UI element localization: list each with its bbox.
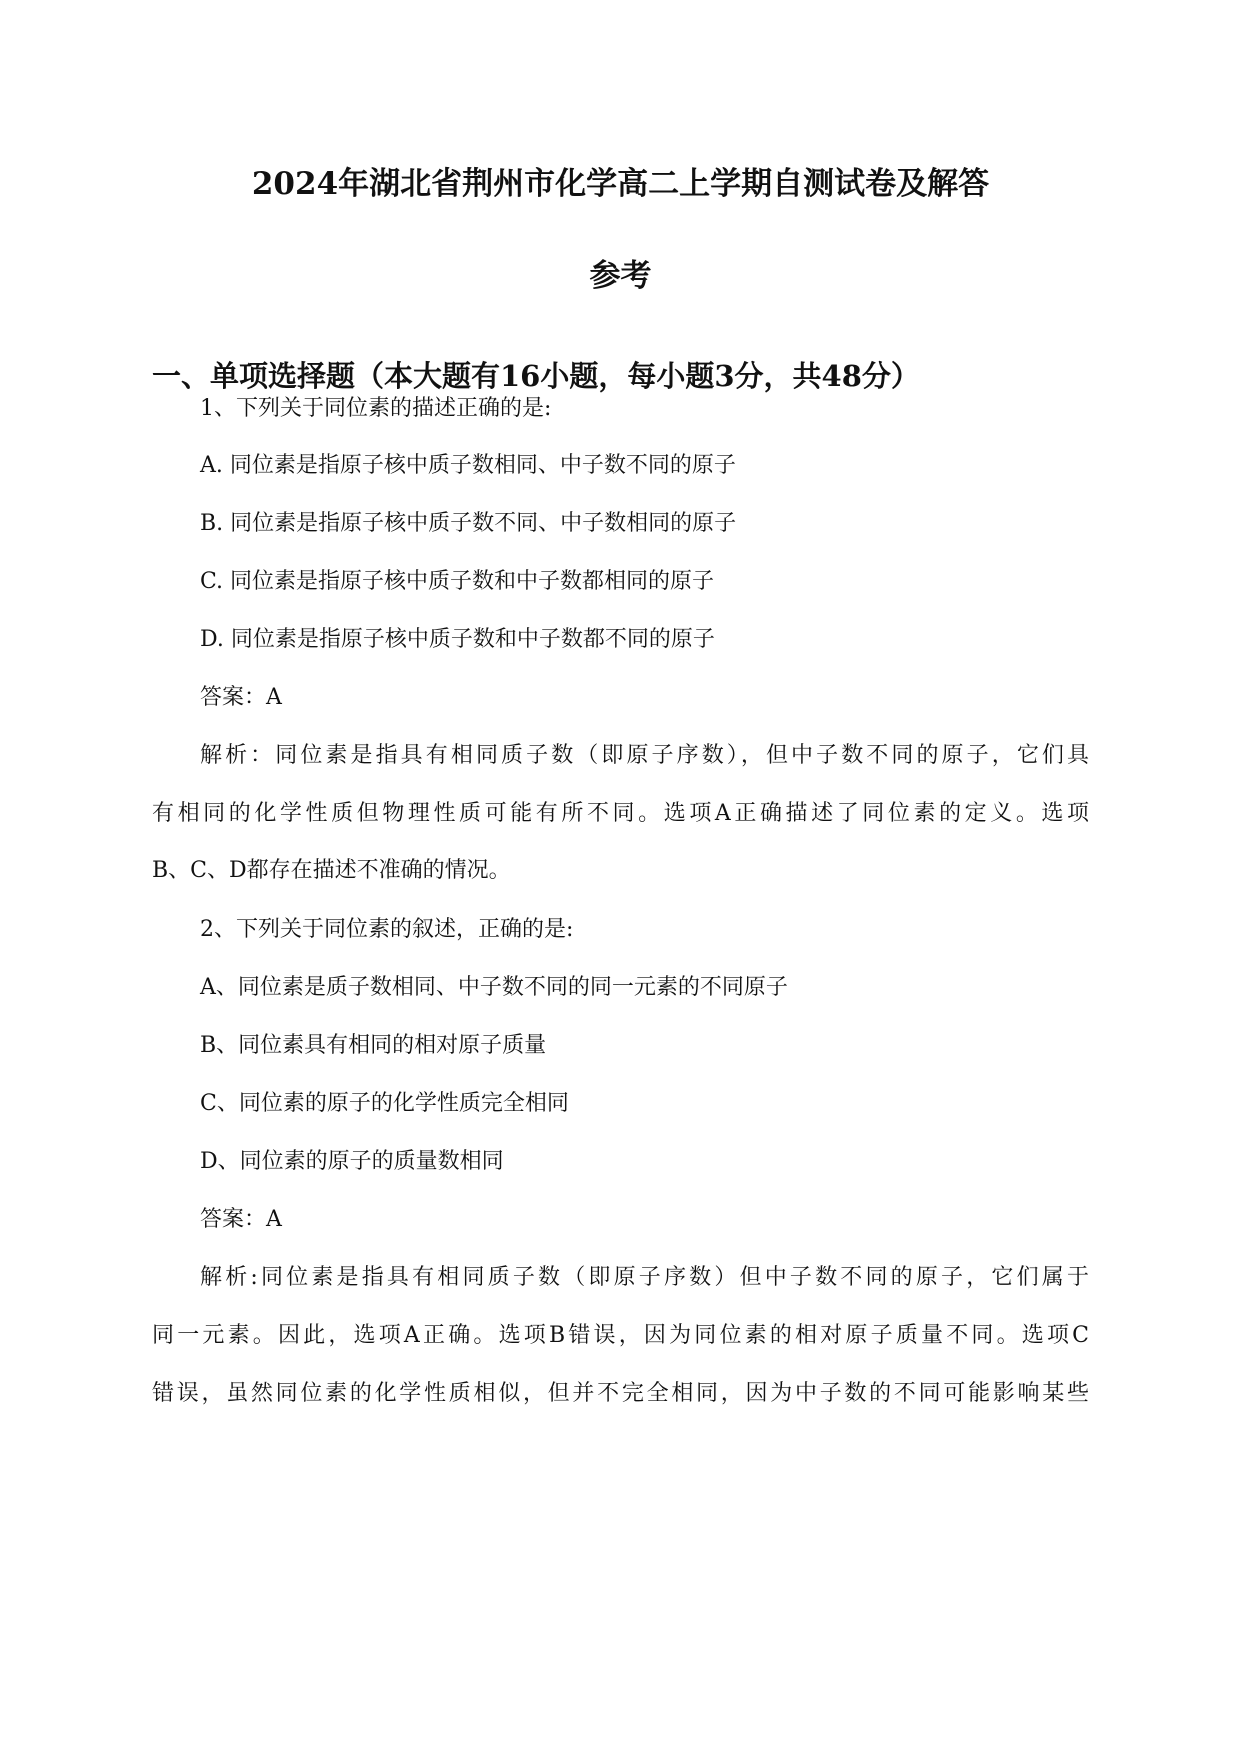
question-1-option-c: C. 同位素是指原子核中质子数和中子数都相同的原子 xyxy=(200,569,715,594)
question-2-stem: 2、下列关于同位素的叙述，正确的是: xyxy=(200,917,574,942)
question-1-answer: 答案：A xyxy=(200,685,282,710)
question-2-option-b: B、同位素具有相同的相对原子质量 xyxy=(200,1033,547,1058)
question-2-explanation-line: 同一元素。因此，选项A正确。选项B错误，因为同位素的相对原子质量不同。选项C xyxy=(152,1323,1089,1348)
question-1-option-b: B. 同位素是指原子核中质子数不同、中子数相同的原子 xyxy=(200,511,737,536)
document-title: 2024年湖北省荆州市化学高二上学期自测试卷及解答 xyxy=(251,166,990,202)
section-heading: 一、单项选择题（本大题有16小题，每小题3分，共48分） xyxy=(152,359,920,393)
question-2-explanation-line: 错误，虽然同位素的化学性质相似，但并不完全相同，因为中子数的不同可能影响某些 xyxy=(152,1381,1089,1406)
document-title-continued: 参考 xyxy=(589,258,652,294)
question-2-explanation-line: 解析:同位素是指具有相同质子数（即原子序数）但中子数不同的原子，它们属于 xyxy=(200,1265,1089,1290)
question-1-option-a: A. 同位素是指原子核中质子数相同、中子数不同的原子 xyxy=(200,453,736,478)
question-2-option-c: C、同位素的原子的化学性质完全相同 xyxy=(200,1091,569,1116)
question-2-option-d: D、同位素的原子的质量数相同 xyxy=(200,1149,504,1174)
question-1-explanation-line: 解析：同位素是指具有相同质子数（即原子序数），但中子数不同的原子，它们具 xyxy=(200,743,1089,768)
question-2-answer: 答案：A xyxy=(200,1207,282,1232)
question-1-explanation-line: B、C、D都存在描述不准确的情况。 xyxy=(152,858,511,883)
question-2-option-a: A、同位素是质子数相同、中子数不同的同一元素的不同原子 xyxy=(200,975,788,1000)
question-1-explanation-line: 有相同的化学性质但物理性质可能有所不同。选项A正确描述了同位素的定义。选项 xyxy=(152,801,1089,826)
question-1-option-d: D. 同位素是指原子核中质子数和中子数都不同的原子 xyxy=(200,627,715,652)
question-1-stem: 1、下列关于同位素的描述正确的是: xyxy=(200,396,552,421)
